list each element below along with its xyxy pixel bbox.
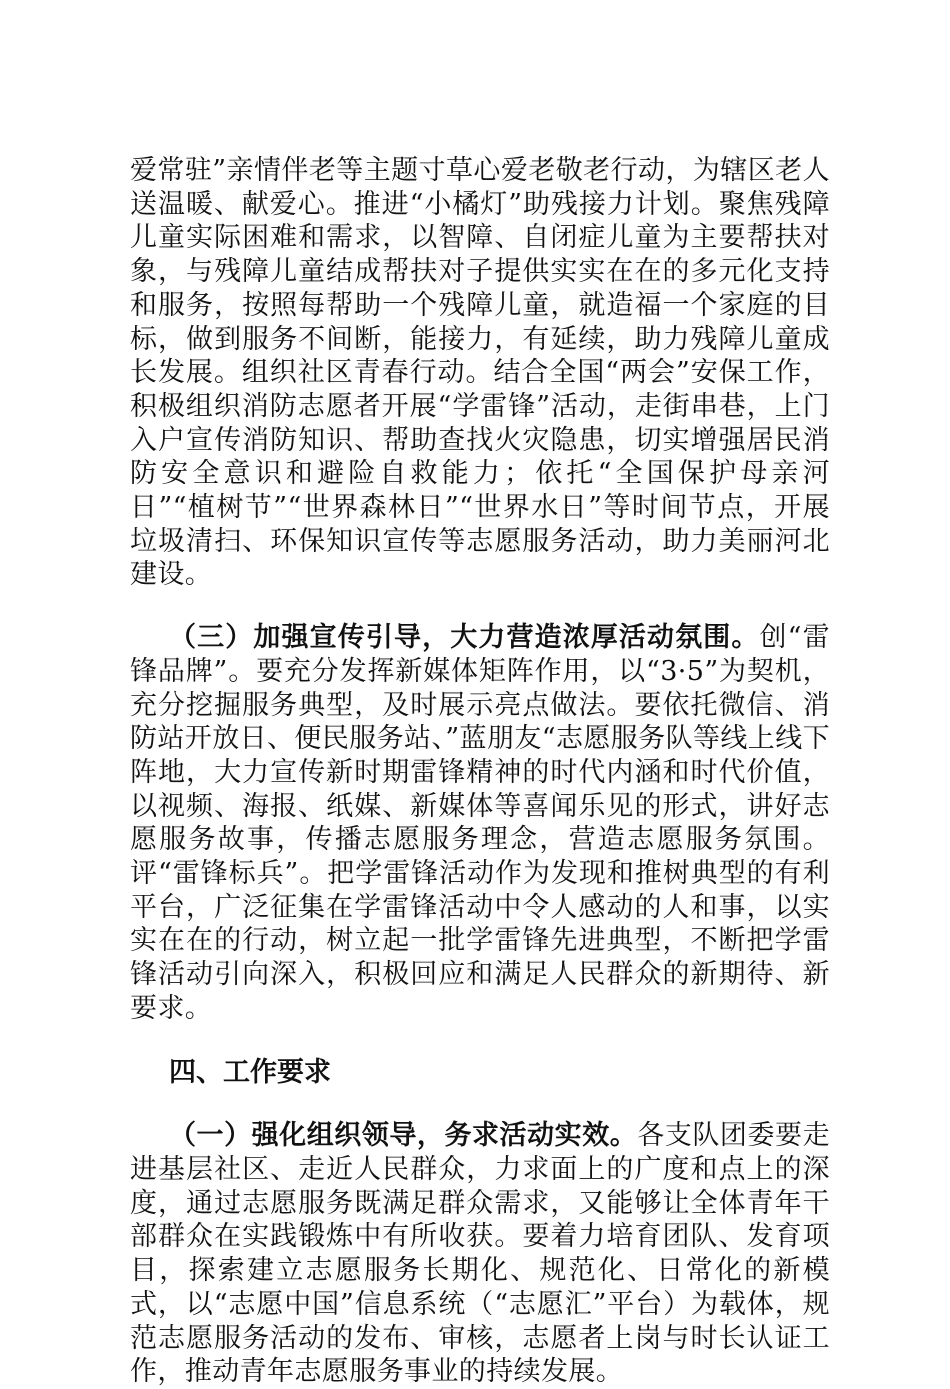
paragraph-text: 各支队团委要走进基层社区、走近人民群众，力求面上的广度和点上的深度，通过志愿服务既满足群众需求，又能够让全体青年干部群众在实践锻炼中有所收获。要着力培育团队、发育项目，探索建立志愿服务长期化、规范化、日常化的新模式，以“志愿中国”信息系统（“志愿汇”平台）为载体，规范志愿服务活动的发布、审核，志愿者上岗与时长认证工作，推动青年志愿服务事业的持续发展。: [130, 1120, 830, 1388]
paragraph-lead-heading: （一）强化组织领导，务求活动实效。: [169, 1120, 638, 1152]
paragraph-organization: [130, 1119, 830, 1389]
document-body: [130, 154, 830, 1389]
paragraph-lead-heading: （三）加强宣传引导，大力营造浓厚活动氛围。: [169, 622, 760, 654]
paragraph-text: 创“雷锋品牌”。要充分发挥新媒体矩阵作用，以“3·5”为契机，充分挖掘服务典型，及时展示亮点做法。要依托微信、消防站开放日、便民服务站、”蓝朋友“志愿服务队等线上线下阵地，大力宣传新时期雷锋精神的时代内涵和时代价值，以视频、海报、纸媒、新媒体等喜闻乐见的形式，讲好志愿服务故事，传播志愿服务理念，营造志愿服务氛围。评“雷锋标兵”。把学雷锋活动作为发现和推树典型的有利平台，广泛征集在学雷锋活动中令人感动的人和事，以实实在在的行动，树立起一批学雷锋先进典型，不断把学雷锋活动引向深入，积极回应和满足人民群众的新期待、新要求。: [130, 622, 830, 1024]
paragraph-text: 爱常驻”亲情伴老等主题寸草心爱老敬老行动，为辖区老人送温暖、献爱心。推进“小橘灯”助残接力计划。聚焦残障儿童实际困难和需求，以智障、自闭症儿童为主要帮扶对象，与残障儿童结成帮扶对子提供实实在在的多元化支持和服务，按照每帮助一个残障儿童，就造福一个家庭的目标，做到服务不间断，能接力，有延续，助力残障儿童成长发展。组织社区青春行动。结合全国“两会”安保工作，积极组织消防志愿者开展“学雷锋”活动，走街串巷，上门入户宣传消防知识、帮助查找火灾隐患，切实增强居民消防安全意识和避险自救能力；依托“全国保护母亲河日”“植树节”“世界森林日”“世界水日”等时间节点，开展垃圾清扫、环保知识宣传等志愿服务活动，助力美丽河北建设。: [130, 155, 830, 591]
paragraph-publicity: [130, 621, 830, 1025]
section-heading-work-requirements: 四、工作要求: [169, 1056, 331, 1088]
paragraph-volunteer-actions: [130, 154, 830, 592]
